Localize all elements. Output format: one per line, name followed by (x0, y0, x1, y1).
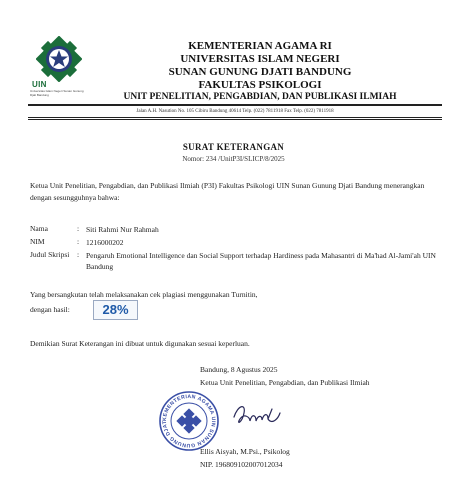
closing-paragraph: Demikian Surat Keterangan ini dibuat untuk digunakan sesuai keperluan. (30, 339, 250, 348)
field-colon: : (77, 250, 80, 259)
letterhead-faculty: FAKULTAS PSIKOLOGI (198, 79, 322, 91)
signer-nip: NIP. 196809102007012034 (200, 460, 283, 469)
letterhead-university-name: SUNAN GUNUNG DJATI BANDUNG (168, 66, 352, 78)
field-value-judul: Pengaruh Emotional Intelligence dan Social Support terhadap Hardiness pada Mahasantri di Ma'had Al-Jami'ah UIN Bandung (86, 251, 436, 271)
plagiarism-statement: Yang bersangkutan telah melaksanakan cek plagiasi menggunakan Turnitin, (30, 290, 258, 299)
logo-subtitle: Universitas Islam Negeri Sunan Gunung Djati Bandung (30, 89, 84, 97)
similarity-result: 28% (102, 302, 129, 317)
document-title: SURAT KETERANGAN (182, 142, 285, 152)
stamp-text: KEMENTERIAN AGAMA UIN SUNAN GUNUNG DJAT (161, 393, 217, 449)
place-date: Bandung, 8 Agustus 2025 (200, 365, 278, 374)
intro-paragraph: Ketua Unit Penelitian, Pengabdian, dan Publikasi Ilmiah (P3I) Fakultas Psikologi UIN Sunan Gunung Djati Bandung menerangkan dengan sesungguhnya bahwa: (30, 181, 425, 202)
field-value-nama: Siti Rahmi Nur Rahmah (86, 225, 159, 234)
uin-logo-icon (36, 36, 82, 82)
letterhead-address: Jalan A.H. Nasution No. 105 Cibiru Bandung 40614 Telp. (022) 7811918 Fax Telp. (022) 7811918 (136, 109, 334, 114)
field-colon: : (77, 237, 80, 246)
letterhead-university: UNIVERSITAS ISLAM NEGERI (180, 53, 340, 65)
letterhead-divider (28, 104, 442, 106)
letterhead-ministry: KEMENTERIAN AGAMA RI (188, 40, 332, 52)
letterhead-unit: UNIT PENELITIAN, PENGABDIAN, DAN PUBLIKASI ILMIAH (123, 92, 397, 102)
letterhead-divider-thin (28, 119, 442, 120)
field-value-nim: 1216000202 (86, 238, 124, 247)
official-stamp-icon (158, 390, 220, 452)
letterhead-divider-thin (28, 117, 442, 118)
field-label-judul: Judul Skripsi (30, 250, 70, 259)
field-label-nama: Nama (30, 224, 48, 233)
result-label: dengan hasil: (30, 305, 70, 314)
signer-role: Ketua Unit Penelitian, Pengabdian, dan Publikasi Ilmiah (200, 378, 370, 387)
signer-name: Ellis Aisyah, M.Psi., Psikolog (200, 447, 290, 456)
handwritten-signature-icon (228, 395, 284, 435)
field-label-nim: NIM (30, 237, 45, 246)
logo-name: UIN (32, 80, 47, 89)
field-colon: : (77, 224, 80, 233)
document-number: Nomor: 234 /UnitP3I/SLICP/8/2025 (182, 155, 285, 163)
